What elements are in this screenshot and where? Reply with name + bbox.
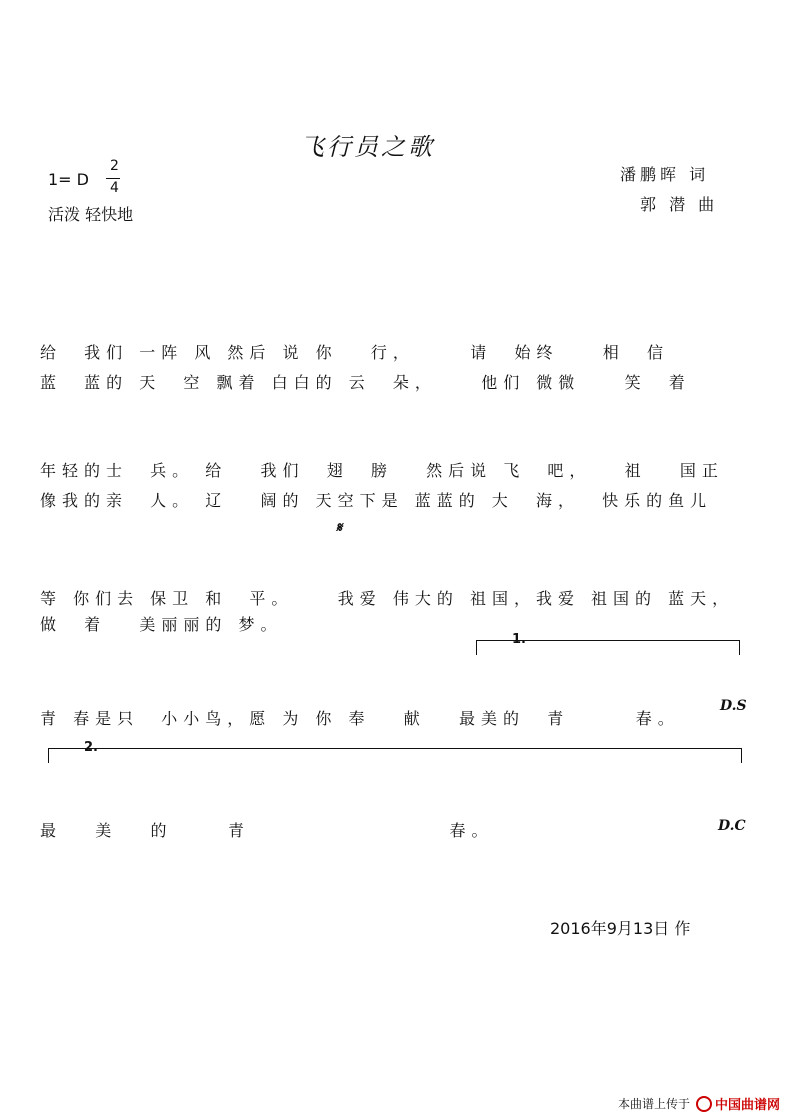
volta-1-label: 1.	[512, 632, 526, 647]
lyric-line-2b: 像我的亲 人。 辽 阔的 天空下是 蓝蓝的 大 海， 快乐的鱼儿	[40, 491, 713, 510]
composer-credit: 郭 潜 曲	[640, 195, 719, 214]
time-signature-divider	[106, 178, 120, 179]
lyric-line-2a: 年轻的士 兵。 给 我们 翅 膀 然后说 飞 吧， 祖 国正	[40, 461, 724, 480]
time-signature-top: 2	[110, 158, 119, 174]
song-title: 飞行员之歌	[300, 133, 435, 161]
score-line-5	[38, 662, 750, 696]
score-line-3	[38, 412, 750, 446]
lyric-line-5: 最 美 的 青 春。	[40, 821, 494, 840]
volta-2-label: 2.	[84, 740, 98, 755]
lyric-line-1a: 给 我们 一阵 风 然后 说 你 行， 请 始终 相 信	[40, 343, 669, 362]
score-line-4	[38, 540, 750, 574]
lyric-line-4: 青 春是只 小小鸟，愿 为 你 奉 献 最美的 青 春。	[40, 709, 680, 728]
footer-watermark	[618, 1094, 780, 1113]
dal-segno-mark: D.S	[720, 698, 747, 714]
lyricist-credit: 潘鹏晖 词	[620, 165, 710, 184]
upload-text: 本曲谱上传于	[617, 1097, 690, 1111]
da-capo-mark: D.C	[718, 818, 746, 834]
score-line-6	[38, 772, 750, 806]
segno-icon: 𝄋	[336, 520, 343, 536]
tempo-marking: 活泼 轻快地	[48, 205, 134, 224]
time-signature-bottom: 4	[110, 180, 119, 196]
lyric-line-1b: 蓝 蓝的 天 空 飘着 白白的 云 朵， 他们 微微 笑 着	[40, 373, 691, 392]
site-logo-icon	[696, 1096, 712, 1112]
lyric-line-3b: 做 着 美丽丽的 梦。	[40, 615, 283, 634]
key-signature: 1= D	[48, 170, 89, 189]
lyric-line-3a: 等 你们去 保卫 和 平。 我爱 伟大的 祖国，我爱 祖国的 蓝天，	[40, 589, 735, 608]
site-logo[interactable]	[696, 1094, 780, 1113]
composition-date: 2016年9月13日 作	[550, 919, 691, 938]
site-name: 中国曲谱网	[714, 1098, 780, 1113]
score-line-1	[38, 236, 750, 270]
score-line-2	[38, 294, 750, 328]
volta-bracket-2	[48, 748, 742, 763]
